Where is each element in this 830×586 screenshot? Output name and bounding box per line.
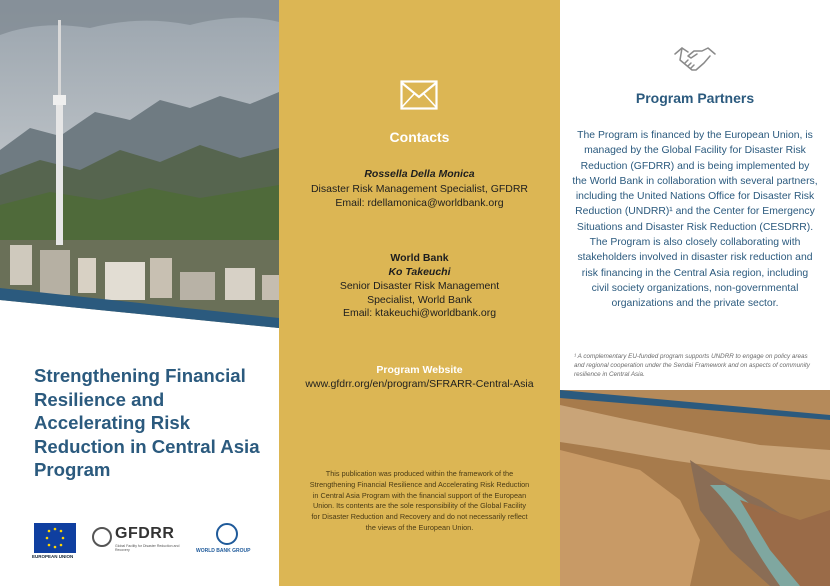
contact1-role: Disaster Risk Management Specialist, GFDRR	[310, 183, 529, 195]
handshake-icon	[674, 44, 716, 74]
partners-heading: Program Partners	[635, 90, 755, 106]
contact2-org: World Bank	[390, 252, 449, 264]
eu-logo-label: EUROPEAN UNION	[32, 554, 74, 559]
gfdrr-logo-sub: Global Facility for Disaster Reduction and Recovery	[115, 544, 180, 552]
city-skyline-photo	[0, 0, 279, 340]
contact1-name: Rossella Della Monica	[364, 168, 475, 180]
partners-panel	[560, 0, 830, 586]
contact2-role-line2: Specialist, World Bank	[367, 294, 472, 306]
left-panel	[0, 0, 279, 586]
partners-footnote: ¹ A complementary EU-funded program supports UNDRR to engage on policy areas and regional cooperation under the Sendai Framework and on aspects of community resilience in Central Asia.	[574, 353, 810, 379]
website-heading: Program Website	[376, 364, 463, 376]
river-canyon-photo	[560, 390, 830, 586]
world-bank-logo-label: WORLD BANK GROUP	[196, 548, 251, 554]
envelope-icon	[400, 80, 438, 110]
contact2-email[interactable]: Email: ktakeuchi@worldbank.org	[342, 307, 497, 319]
contacts-heading: Contacts	[389, 129, 450, 145]
gfdrr-logo-label: GFDRR	[115, 525, 175, 542]
contact2-role-line1: Senior Disaster Risk Management	[339, 280, 500, 292]
website-url[interactable]: www.gfdrr.org/en/program/SFRARR-Central-Asia	[305, 378, 534, 390]
partners-description: The Program is financed by the European Union, is managed by the Global Facility for Disaster Risk Reduction (GFDRR) and is being implemented by the World Bank in collaboration with several partners, including the United Nations Office for Disaster Risk Reduction (UNDRR)¹ and the Center for Emergency Situations and Disaster Risk Reduction (CESDRR). The Program is also closely collaborating with stakeholders involved in disaster risk reduction and risk financing in the Central Asia region, including civil society organizations, non-governmental organizations and the private sector.	[572, 130, 818, 310]
partner-logos	[34, 520, 274, 560]
contact2-name: Ko Takeuchi	[388, 266, 451, 278]
contacts-panel	[279, 0, 560, 586]
gfdrr-globe-icon	[92, 527, 112, 547]
funding-disclaimer: This publication was produced within the framework of the Strengthening Financial Resilience and Accelerating Risk Reduction in Central Asia Program with the financial support of the European Union. Its contents are the sole responsibility of the Global Facility for Disaster Reduction and Recovery and do not necessarily reflect the views of the European Union.	[309, 469, 530, 532]
contact1-email[interactable]: Email: rdellamonica@worldbank.org	[335, 197, 504, 209]
program-title: Strengthening Financial Resilience and Accelerating Risk Reduction in Central Asia Program	[34, 365, 260, 481]
eu-flag-logo	[34, 523, 76, 553]
world-bank-globe-icon	[216, 523, 238, 545]
